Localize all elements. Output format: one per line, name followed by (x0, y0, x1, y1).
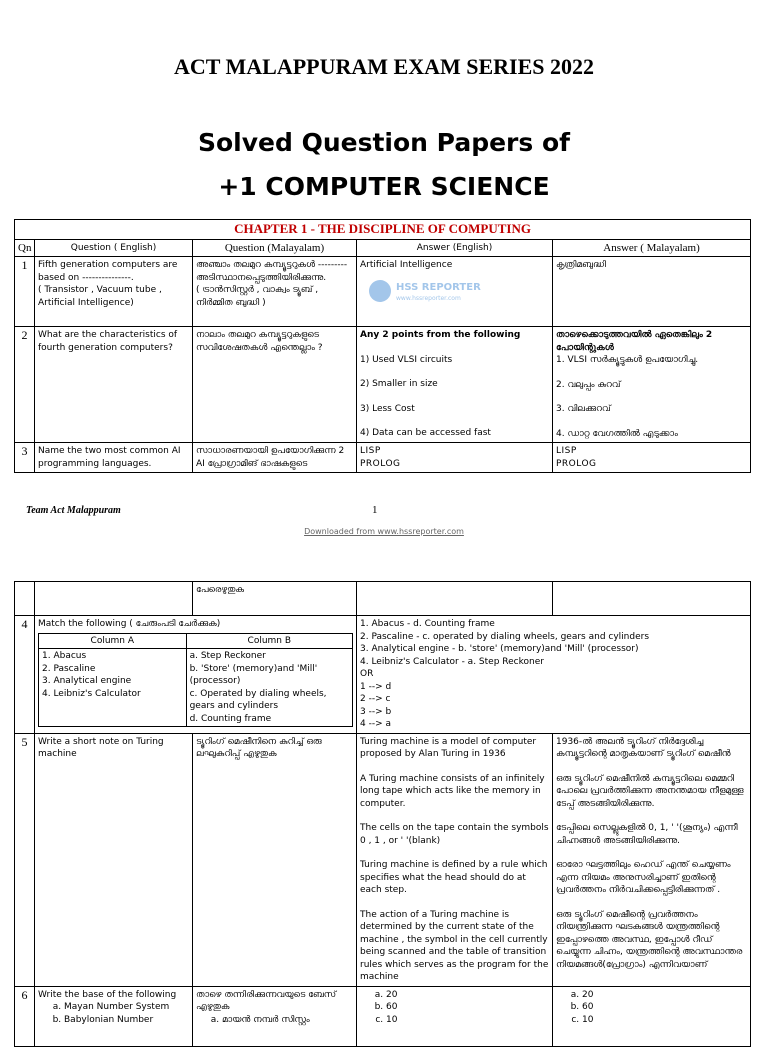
document-subtitle: Solved Question Papers of (197, 128, 571, 157)
list-item: 1. Abacus (42, 651, 87, 661)
list-item: 1 --> d (360, 681, 392, 692)
list-item: a. 20 (582, 989, 747, 1002)
answer-malayalam (553, 986, 751, 1046)
list-item: b. 'Store' (memory)and 'Mill' (processor) (189, 663, 318, 686)
question-malayalam (193, 986, 357, 1046)
question-number: 3 (15, 443, 35, 473)
question-malayalam: സാധാരണയായി ഉപയോഗിക്കുന്ന 2 AI പ്രോഗ്രാമിങ് ഭാഷകളുടെ (193, 443, 357, 473)
answer-malayalam (553, 327, 751, 443)
list-item: 2. Pascaline (42, 663, 96, 674)
page-number: 1 (372, 504, 378, 516)
watermark-text: HSS REPORTER (396, 281, 481, 293)
list-item: d. Counting frame (189, 713, 272, 724)
paragraph: ഒരു ട്യൂറിംഗ് മെഷീനിൽ കമ്പ്യൂട്ടറിലെ മെമ്മറി പോലെ പ്രവർത്തിക്കുന്ന അനന്തമായ നീളമുള്ള ടേപ്പ് അടങ്ങിയിരിക്കുന്നു. (556, 773, 744, 809)
list-item: OR (360, 669, 374, 679)
question-english: Fifth generation computers are based on ---------------. ( Transistor , Vacuum tube , Artificial Intelligence) (35, 257, 193, 327)
answer-list (556, 989, 747, 1027)
answer-malayalam: LISP PROLOG (553, 443, 751, 473)
list-item: c. Operated by dialing wheels, gears and cylinders (189, 688, 327, 711)
table-row (15, 616, 751, 734)
list-item: b. 60 (386, 1001, 549, 1014)
list-item: 3. Analytical engine (42, 676, 132, 686)
list-item: 1) Used VLSI circuits (360, 354, 453, 365)
question-english: Write a short note on Turing machine (35, 733, 193, 986)
list-item: 2. Pascaline - c. operated by dialing wheels, gears and cylinders (360, 631, 650, 642)
header-question-english: Question ( English) (35, 239, 193, 257)
paragraph: Turing machine is a model of computer proposed by Alan Turing in 1936 (360, 736, 537, 759)
paragraph: Turing machine is defined by a rule which specifies what the head should do at each step. (360, 860, 548, 895)
question-number: 5 (15, 733, 35, 986)
list-item: a. Mayan Number System (64, 1001, 189, 1014)
list-item: 4. Leibniz's Calculator (42, 688, 141, 699)
chapter-heading: CHAPTER 1 - THE DISCIPLINE OF COMPUTING (15, 220, 751, 240)
question-malayalam: നാലാം തലമുറ കമ്പ്യൂട്ടറുകളുടെ സവിശേഷതകൾ എന്തെല്ലാം ? (193, 327, 357, 443)
table-row (15, 582, 751, 616)
question-english (35, 986, 193, 1046)
column-b-header: Column B (186, 633, 352, 649)
list-item: 3. Analytical engine - b. 'store' (memory)and 'Mill' (processor) (360, 644, 639, 654)
header-answer-malayalam: Answer ( Malayalam) (553, 239, 751, 257)
header-answer-english: Answer (English) (357, 239, 553, 257)
paragraph: ഓരോ ഘട്ടത്തിലും ഹെഡ് എന്ത് ചെയ്യണം എന്ന നിയമം അനുസരിച്ചാണ് ഇതിന്റെ പ്രവർത്തനം നിർവചിക്കപ്പെട്ടിരിക്കുന്നത് . (556, 860, 731, 895)
paragraph: The action of a Turing machine is determined by the current state of the machine , the symbol in the cell currently being scanned and the table of transition rules which serves as the program for the machine (360, 909, 549, 982)
question-match (35, 616, 357, 734)
question-english: Match the following ( ചേരുംപടി ചേർക്കുക) (38, 619, 221, 629)
answer-english: LISP PROLOG (357, 443, 553, 473)
answer-english (357, 257, 553, 327)
table-row (15, 257, 751, 327)
answer-list (360, 989, 549, 1027)
table-row (15, 327, 751, 443)
table-row (15, 443, 751, 473)
column-a-list (39, 649, 187, 727)
list-item: 2 --> c (360, 694, 391, 704)
list-item: c. 10 (386, 1014, 549, 1027)
answer-text: Artificial Intelligence (360, 260, 453, 270)
answer-english (357, 616, 751, 734)
list-item: 3 --> b (360, 706, 392, 717)
question-english: What are the characteristics of fourth generation computers? (35, 327, 193, 443)
header-qn: Qn (15, 239, 35, 257)
paragraph: 1936-ൽ അലൻ ട്യൂറിംഗ് നിർദ്ദേശിച്ച കമ്പ്യൂട്ടറിന്റെ മാതൃകയാണ് ട്യൂറിംഗ് മെഷീൻ (556, 736, 731, 759)
paragraph: ടേപ്പിലെ സെല്ലുകളിൽ 0, 1, ' '(ശൂന്യം) എന്നീ ചിഹ്നങ്ങൾ അടങ്ങിയിരിക്കുന്നു. (556, 823, 738, 846)
option-list (196, 1014, 353, 1027)
table-row (15, 986, 751, 1046)
list-item: 4. ഡാറ്റ വേഗത്തിൽ എടുക്കാം (556, 428, 678, 439)
question-english: Name the two most common AI programming languages. (35, 443, 193, 473)
list-item: c. 10 (582, 1014, 747, 1027)
list-item: 4 --> a (360, 719, 391, 729)
option-list (38, 1001, 189, 1026)
question-number: 6 (15, 986, 35, 1046)
answer-english (357, 733, 553, 986)
list-item: a. Step Reckoner (189, 651, 266, 661)
document-subject: +1 COMPUTER SCIENCE (218, 172, 550, 201)
list-item: 1. VLSI സർക്യൂട്ടുകൾ ഉപയോഗിച്ചു. (556, 355, 699, 365)
list-item: 3. വിലക്കുറവ് (556, 404, 611, 414)
question-malayalam: പേരെഴുതുക (193, 582, 357, 616)
list-item: b. Babylonian Number (64, 1014, 189, 1027)
match-table (38, 633, 353, 728)
column-a-header: Column A (39, 633, 187, 649)
reporter-icon (368, 276, 488, 306)
list-item: 1. Abacus - d. Counting frame (360, 619, 495, 629)
document-title: ACT MALAPPURAM EXAM SERIES 2022 (173, 54, 595, 79)
answer-malayalam (553, 733, 751, 986)
questions-table-page1 (14, 219, 751, 473)
list-item: 4) Data can be accessed fast (360, 428, 491, 438)
header-question-malayalam: Question (Malayalam) (193, 239, 357, 257)
answer-english (357, 327, 553, 443)
answer-heading: Any 2 points from the following (360, 330, 521, 340)
answer-heading: താഴെക്കൊടുത്തവയിൽ ഏതെങ്കിലും 2 പോയിന്റുകൾ (556, 330, 713, 353)
question-text: താഴെ തന്നിരിക്കുന്നവയുടെ ബേസ് എഴുതുക (196, 989, 337, 1012)
paragraph: ഒരു ട്യൂറിംഗ് മെഷീന്റെ പ്രവർത്തനം നിയന്ത്രിക്കുന്ന ഘടകങ്ങൾ യന്ത്രത്തിന്റെ ഇപ്പോഴത്തെ അവസ്ഥ, ഇപ്പോൾ റീഡ് ചെയ്യുന്ന ചിഹ്നം, യന്ത്രത്തിന്റെ അവസ്ഥാന്തര നിയമങ്ങൾ(പ്രോഗ്രാം) എന്നിവയാണ് (556, 909, 743, 970)
download-link[interactable]: Downloaded from www.hssreporter.com (304, 527, 464, 536)
question-text: Write the base of the following (38, 989, 177, 1000)
table-row (15, 733, 751, 986)
list-item: 2) Smaller in size (360, 379, 438, 389)
answer-malayalam: കൃത്രിമബുദ്ധി (553, 257, 751, 327)
question-malayalam: ട്യൂറിംഗ് മെഷീനിനെ കുറിച്ച് ഒരു ലഘുകുറിപ്പ് എഴുതുക (193, 733, 357, 986)
table-header-row (15, 239, 751, 257)
list-item: 2. വലുപ്പം കുറവ് (556, 379, 621, 390)
paragraph: A Turing machine consists of an infinitely long tape which acts like the memory in computer. (360, 773, 545, 809)
question-number: 1 (15, 257, 35, 327)
question-number: 2 (15, 327, 35, 443)
questions-table-page2 (14, 581, 751, 1047)
list-item: a. മായൻ നമ്പർ സിസ്റ്റം (222, 1014, 353, 1027)
column-b-list (186, 649, 352, 727)
watermark-logo (368, 276, 549, 306)
list-item: 4. Leibniz's Calculator - a. Step Reckoner (360, 656, 544, 667)
list-item: 3) Less Cost (360, 403, 415, 414)
answer-english (357, 986, 553, 1046)
footer-team: Team Act Malappuram (26, 505, 121, 516)
list-item: b. 60 (582, 1001, 747, 1014)
list-item: a. 20 (386, 989, 549, 1002)
question-number: 4 (15, 616, 35, 734)
paragraph: The cells on the tape contain the symbols 0 , 1 , or ' '(blank) (360, 823, 549, 846)
question-malayalam: അഞ്ചാം തലമുറ കമ്പ്യൂട്ടറുകൾ --------- അടിസ്ഥാനപ്പെടുത്തിയിരിക്കുന്നു. ( ട്രാൻസിസ്റ്റർ , വാക്വം ട്യൂബ് , നിർമ്മിത ബുദ്ധി ) (193, 257, 357, 327)
watermark-sub: www.hssreporter.com (396, 294, 461, 302)
